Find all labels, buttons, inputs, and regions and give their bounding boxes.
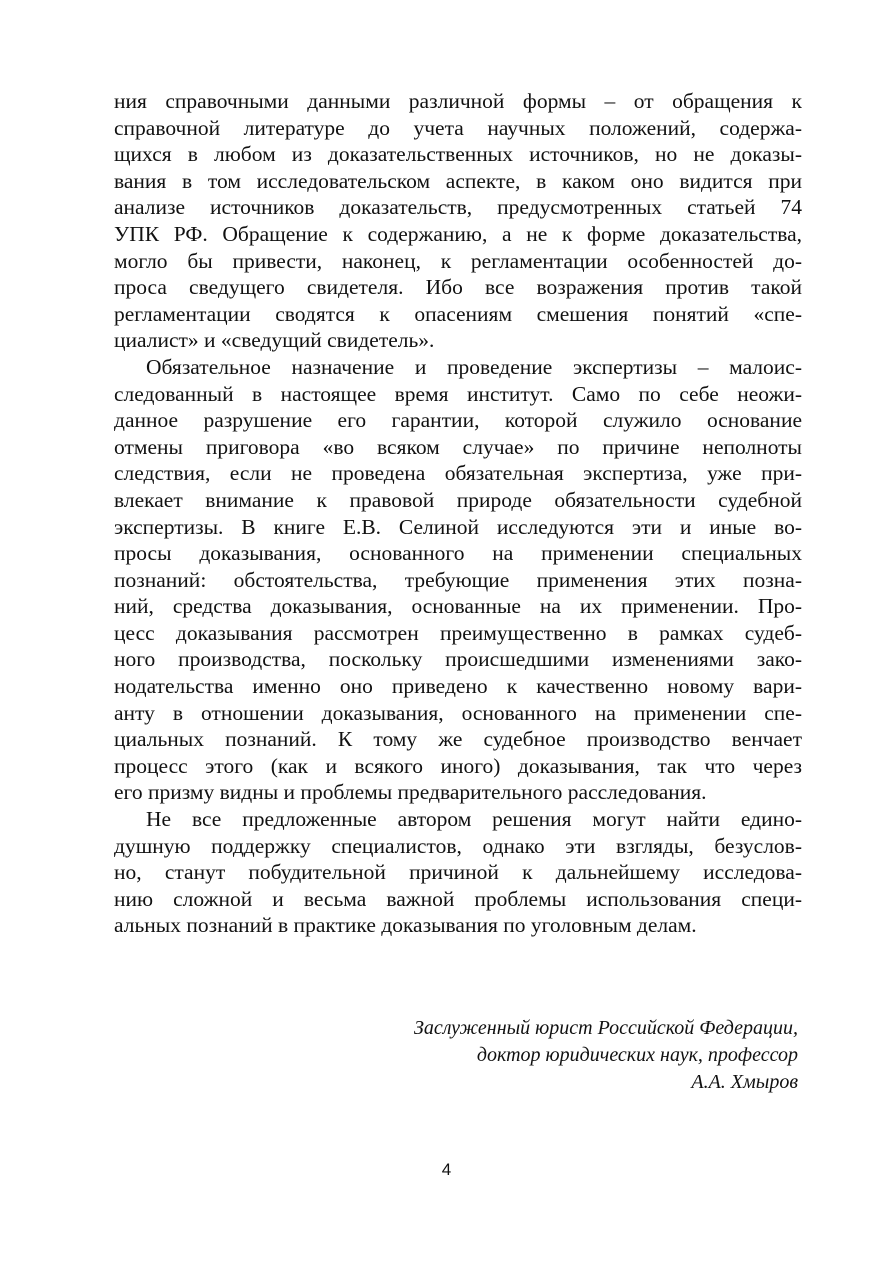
text-line: его призму видны и проблемы предварительного расследования. [114, 780, 707, 805]
text-line: Не все предложенные автором решения могут найти едино- [146, 807, 802, 832]
text-line: Обязательное назначение и проведение экспертизы – малоис- [146, 354, 802, 379]
signature-degree: доктор юридических наук, профессор [476, 1044, 798, 1066]
text-line: могло бы привести, наконец, к регламентации особенностей до- [114, 248, 802, 273]
text-line: данное разрушение его гарантии, которой служило основание [114, 408, 802, 433]
text-line: познаний: обстоятельства, требующие применения этих позна- [114, 567, 802, 592]
signature-block [414, 1015, 798, 1096]
text-line: нию сложной и весьма важной проблемы использования специ- [114, 886, 802, 911]
text-line: отмены приговора «во всяком случае» по причине неполноты [114, 434, 802, 459]
text-line: альных познаний в практике доказывания по уголовным делам. [114, 913, 697, 938]
signature-name: А.А. Хмыров [691, 1071, 798, 1093]
body-text [114, 88, 802, 939]
text-line: анализе источников доказательств, предусмотренных статьей 74 [114, 195, 802, 220]
page-number: 4 [441, 1160, 452, 1179]
text-line: циалист» и «сведущий свидетель». [114, 328, 435, 353]
text-line: анту в отношении доказывания, основанного на применении спе- [114, 700, 802, 725]
text-line: следствия, если не проведена обязательная экспертиза, уже при- [114, 461, 802, 486]
text-line: регламентации сводятся к опасениям смешения понятий «спе- [114, 301, 802, 326]
text-line: циальных познаний. К тому же судебное производство венчает [114, 727, 802, 752]
text-line: просы доказывания, основанного на применении специальных [114, 541, 802, 566]
text-line: справочной литературе до учета научных положений, содержа- [114, 115, 802, 140]
text-line: ного производства, поскольку происшедшими изменениями зако- [114, 647, 802, 672]
text-line: ний, средства доказывания, основанные на их применении. Про- [114, 594, 802, 619]
text-line: влекает внимание к правовой природе обязательности судебной [114, 487, 802, 512]
text-line: но, станут побудительной причиной к дальнейшему исследова- [114, 860, 802, 885]
text-line: душную поддержку специалистов, однако эти взгляды, безуслов- [114, 833, 802, 858]
signature-title: Заслуженный юрист Российской Федерации, [413, 1017, 798, 1039]
text-line: следованный в настоящее время институт. Само по себе неожи- [114, 381, 802, 406]
text-line: щихся в любом из доказательственных источников, но не доказы- [114, 142, 802, 167]
text-line: проса сведущего свидетеля. Ибо все возражения против такой [114, 275, 802, 300]
text-line: цесс доказывания рассмотрен преимущественно в рамках судеб- [114, 620, 802, 645]
text-line: экспертизы. В книге Е.В. Селиной исследуются эти и иные во- [114, 514, 802, 539]
text-line: нодательства именно оно приведено к качественно новому вари- [114, 674, 802, 699]
text-line: вания в том исследовательском аспекте, в каком оно видится при [114, 168, 802, 193]
text-line: процесс этого (как и всякого иного) доказывания, так что через [114, 753, 802, 778]
text-line: ния справочными данными различной формы – от обращения к [114, 89, 802, 113]
text-line: УПК РФ. Обращение к содержанию, а не к форме доказательства, [114, 221, 802, 246]
